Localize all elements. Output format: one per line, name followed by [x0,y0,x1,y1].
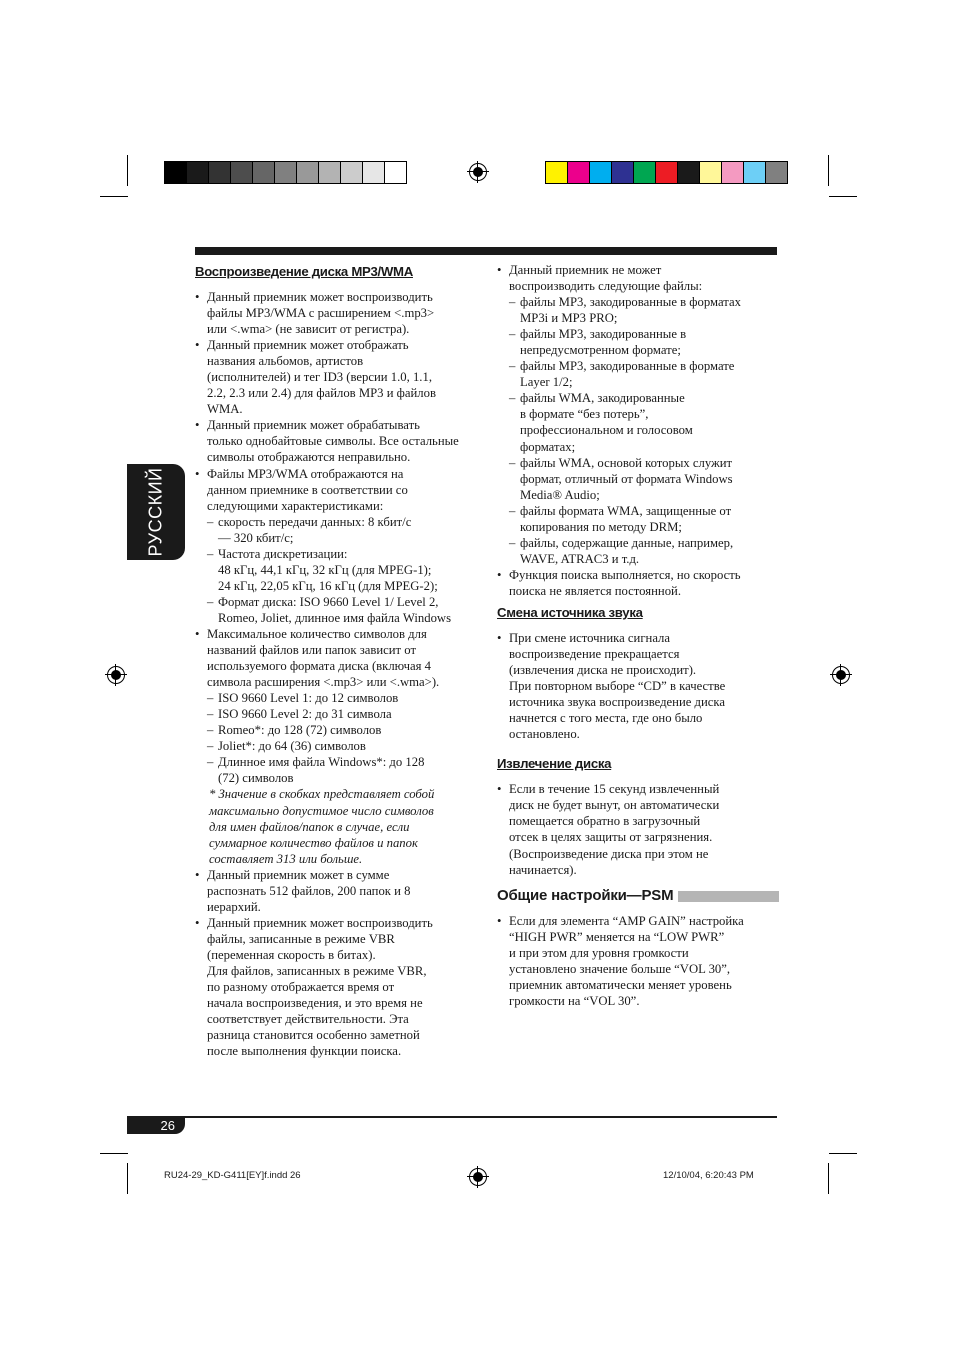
text-line: установлено значение больше “VOL 30”, [509,961,731,976]
text-line: – файлы MP3, закодированные в форматах [520,295,741,310]
registration-mark-icon [107,666,125,684]
crop-mark [828,1163,829,1194]
crop-mark [829,196,857,197]
text-line: названий файлов или папок зависит от [207,643,416,658]
language-tab [127,464,185,560]
text-line: формат, отличный от формата Windows [520,471,733,486]
color-swatch [722,162,744,183]
text-line: иерархий. [207,899,261,914]
list-item [195,626,480,867]
grayscale-calibration-bar [164,161,407,184]
text-line: При повторном выборе “CD” в качестве [509,679,726,694]
text-line: • При смене источника сигнала [509,630,671,645]
text-line: Для файлов, записанных в режиме VBR, [207,963,427,978]
text-line: разница становится особенно заметной [207,1028,420,1043]
sub-list-item [509,294,779,326]
footer-file-info: RU24-29_KD-G411[EY]f.indd 26 [164,1170,301,1181]
text-line: составляет 313 или больше. [209,851,363,866]
sub-list [509,294,779,567]
text-line: форматах; [520,439,576,454]
color-swatch [634,162,656,183]
crop-mark [100,1153,128,1154]
source-change-list [497,630,779,742]
sub-list [207,514,480,626]
color-swatch [297,162,319,183]
list-item [195,337,480,417]
sub-list-item [207,594,480,626]
color-swatch [253,162,275,183]
text-line: – ISO 9660 Level 1: до 12 символов [218,691,399,706]
color-swatch [187,162,209,183]
color-swatch [766,162,787,183]
text-line: максимально допустимое число символов [209,803,434,818]
header-rule [195,247,777,255]
color-swatch [341,162,363,183]
color-swatch [275,162,297,183]
text-line: • Данный приемник может воспроизводить [207,290,433,304]
text-line: остановлено. [509,727,580,742]
text-line: • Если в течение 15 секунд извлеченный [509,782,720,797]
text-line: 2.2, 2.3 или 2.4) для файлов MP3 и файлов [207,386,436,401]
section-title-eject: Извлечение диска [497,756,612,772]
color-swatch [231,162,253,183]
title-bar [678,891,779,902]
text-line: данном приемнике в соответствии со [207,482,408,497]
text-line: только однобайтовые символы. Все остальные [207,434,459,449]
text-line: • Если для элемента “AMP GAIN” настройка [509,913,744,928]
color-swatch [363,162,385,183]
text-line: • Данный приемник может отображать [207,338,409,353]
sub-list-item [509,455,779,503]
text-line: начала воспроизведения, и это время не [207,996,423,1011]
text-line: файлы, записанные в режиме VBR [207,931,395,946]
list-item [195,867,480,915]
text-line: – файлы MP3, закодированные в [520,327,687,342]
text-line: – файлы WMA, закодированные [520,391,685,406]
list-item [195,915,480,1059]
section-title-source-change: Смена источника звука [497,604,643,620]
text-line: – Romeo*: до 128 (72) символов [218,723,382,738]
color-swatch [209,162,231,183]
text-line: диск не будет вынут, он автоматически [509,798,720,813]
eject-list [497,781,779,877]
sub-list-item [509,503,779,535]
text-line: – файлы формата WMA, защищенные от [520,503,732,518]
registration-mark-icon [469,163,487,181]
list-item-text [207,626,480,690]
text-line: громкости на “VOL 30”. [509,993,640,1008]
crop-mark [127,155,128,186]
list-item [195,289,480,337]
sub-list-item [509,535,779,567]
text-line: Layer 1/2; [520,375,573,390]
color-swatch [165,162,187,183]
text-line: – файлы MP3, закодированные в формате [520,359,735,374]
text-line: начинается). [509,862,577,877]
color-swatch [590,162,612,183]
footnote [207,786,480,866]
text-line: – ISO 9660 Level 2: до 31 символа [218,707,392,722]
text-line: распознать 512 файлов, 200 папок и 8 [207,883,411,898]
section-title-psm-text: Общие настройки—PSM [497,886,674,904]
sub-list-item [207,722,480,738]
text-line: – Joliet*: до 64 (36) символов [218,739,366,754]
text-line: • Функция поиска выполняется, но скорость [509,567,741,582]
text-line: — 320 кбит/с; [218,530,294,545]
color-swatch [612,162,634,183]
text-line: WMA. [207,402,243,417]
page-number: 26 [127,1118,185,1134]
text-line: поиска не является постоянной. [509,583,681,598]
mp3-bullet-list [195,289,480,1059]
text-line: Media® Audio; [520,487,600,502]
list-item-text [509,262,779,294]
text-line: воспроизводить следующие файлы: [509,279,703,294]
sub-list-item [207,754,480,786]
text-line: для имен файлов/папок в случае, если [209,819,410,834]
list-item [497,567,779,599]
text-line: – файлы WMA, основой которых служит [520,455,733,470]
sub-list-item [207,514,480,546]
crop-mark [828,155,829,186]
list-item [497,781,779,877]
text-line: приемник автоматически меняет уровень [509,977,732,992]
sub-list-item [509,326,779,358]
text-line: и при этом для уровня громкости [509,945,689,960]
text-line: • Файлы MP3/WMA отображаются на [207,466,404,481]
text-line: 48 кГц, 44,1 кГц, 32 кГц (для MPEG-1); [218,562,432,577]
text-line: * Значение в скобках представляет собой [209,787,435,802]
text-line: или <.wma> (не зависит от регистра). [207,322,410,337]
text-line: MP3i и MP3 PRO; [520,311,618,326]
text-line: непредусмотренном формате; [520,343,681,358]
text-line: используемого формата диска (включая 4 [207,659,432,674]
text-line: (переменная скорость в битах). [207,947,376,962]
crop-mark [100,196,128,197]
sub-list [207,690,480,786]
text-line: (Воспроизведение диска при этом не [509,846,709,861]
text-line: помещается обратно в загрузочный [509,814,701,829]
text-line: (72) символов [218,771,294,786]
text-line: следующими характеристиками: [207,498,384,513]
list-item [497,630,779,742]
text-line: в формате “без потерь”, [520,407,649,422]
text-line: • Данный приемник может в сумме [207,867,390,882]
text-line: Romeo, Joliet, длинное имя файла Windows [218,610,452,625]
text-line: (исполнителей) и тег ID3 (версии 1.0, 1.1, [207,370,432,385]
footer-timestamp: 12/10/04, 6:20:43 PM [663,1170,754,1181]
text-line: – Формат диска: ISO 9660 Level 1/ Level 2, [218,594,439,609]
text-line: копирования по методу DRM; [520,519,682,534]
text-line: отсек в целях защиты от загрязнения. [509,830,713,845]
text-line: профессиональном и голосовом [520,423,693,438]
text-line: по разному отображается время от [207,980,395,995]
list-item [195,466,480,626]
crop-mark [829,1153,857,1154]
text-line: названия альбомов, артистов [207,354,364,369]
text-line: 24 кГц, 22,05 кГц, 16 кГц (для MPEG-2); [218,578,438,593]
color-calibration-bar [545,161,788,184]
text-line: суммарное количество файлов и папок [209,835,418,850]
sub-list-item [509,390,779,454]
list-item [497,913,779,1009]
text-line: символы отображаются неправильно. [207,450,411,465]
text-line: • Данный приемник может воспроизводить [207,915,433,930]
right-column [497,262,779,1009]
text-line: – файлы, содержащие данные, например, [520,535,734,550]
text-line: • Данный приемник может обрабатывать [207,418,420,433]
text-line: – Длинное имя файла Windows*: до 128 [218,755,425,770]
color-swatch [568,162,590,183]
color-swatch [385,162,406,183]
color-swatch [656,162,678,183]
sub-list-item [207,738,480,754]
text-line: символа расширения <.mp3> или <.wma>). [207,675,440,690]
sub-list-item [509,358,779,390]
registration-mark-icon [469,1168,487,1186]
color-swatch [678,162,700,183]
unsupported-bullet-list [497,262,779,599]
text-line: после выполнения функции поиска. [207,1044,402,1059]
section-title-mp3-wma: Воспроизведение диска MP3/WMA [195,264,413,279]
text-line: файлы MP3/WMA с расширением <.mp3> [207,306,435,321]
sub-list-item [207,706,480,722]
language-tab-label: РУССКИЙ [145,467,166,557]
text-line: – Частота дискретизации: [218,546,348,561]
psm-list [497,913,779,1009]
color-swatch [744,162,766,183]
text-line: – скорость передачи данных: 8 кбит/с [218,514,412,529]
left-column [195,262,480,1059]
text-line: • Данный приемник не может [509,263,662,277]
color-swatch [546,162,568,183]
crop-mark [127,1163,128,1194]
list-item [497,262,779,567]
sub-list-item [207,690,480,706]
list-item-text [207,466,480,514]
text-line: источника звука воспроизведение диска [509,695,726,710]
color-swatch [700,162,722,183]
text-line: соответствует действительности. Эта [207,1012,409,1027]
footer-rule [127,1116,777,1118]
text-line: (извлечения диска не происходит). [509,663,697,678]
text-line: воспроизведение прекращается [509,647,680,662]
registration-mark-icon [832,666,850,684]
text-line: • Максимальное количество символов для [207,626,427,641]
text-line: начнется с того места, где оно было [509,711,703,726]
text-line: “HIGH PWR” меняется на “LOW PWR” [509,929,725,944]
section-title-psm [497,886,779,906]
text-line: WAVE, ATRAC3 и т.д. [520,551,640,566]
sub-list-item [207,546,480,594]
list-item [195,417,480,465]
color-swatch [319,162,341,183]
